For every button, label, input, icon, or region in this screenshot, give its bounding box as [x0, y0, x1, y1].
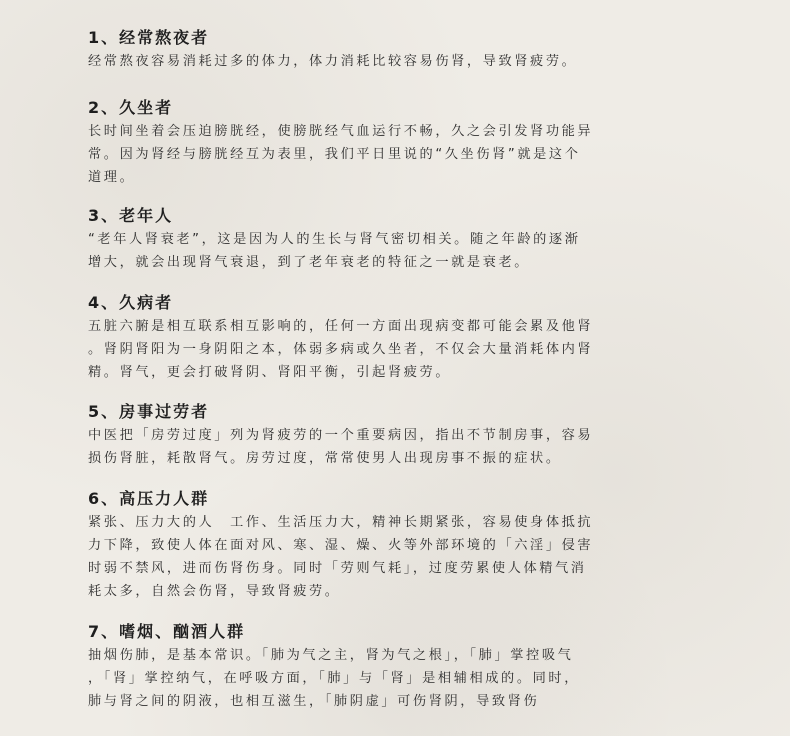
section-chronic-illness — [88, 291, 593, 384]
section-overexertion — [88, 400, 593, 470]
section-text-line: 损伤肾脏，耗散肾气。房劳过度，常常使男人出现房事不振的症状。 — [88, 451, 562, 466]
section-text-line: 耗太多，自然会伤肾，导致肾疲劳。 — [88, 584, 341, 599]
section-text-line: 五脏六腑是相互联系相互影响的，任何一方面出现病变都可能会累及他肾 — [88, 319, 594, 334]
section-late-night — [88, 26, 577, 73]
section-elderly — [88, 204, 581, 274]
section-text-line: 精。肾气，更会打破肾阴、肾阳平衡，引起肾疲劳。 — [88, 365, 452, 380]
section-smoking-drinking — [88, 620, 580, 713]
section-text-line: 时弱不禁风，进而伤肾伤身。同时「劳则气耗」，过度劳累使人体精气消 — [88, 561, 587, 576]
section-heading: 2、久坐者 — [88, 98, 174, 117]
section-text-line: 。肾阴肾阳为一身阴阳之本，体弱多病或久坐者，不仅会大量消耗体内肾 — [88, 342, 594, 357]
section-text-line: 常。因为肾经与膀胱经互为表里，我们平日里说的“久坐伤肾”就是这个 — [88, 147, 581, 162]
section-text-line: 力下降，致使人体在面对风、寒、湿、燥、火等外部环境的「六淫」侵害 — [88, 538, 594, 553]
section-heading: 1、经常熬夜者 — [88, 28, 210, 47]
section-text-line: 道理。 — [88, 170, 136, 185]
section-heading: 6、高压力人群 — [88, 489, 210, 508]
section-heading: 5、房事过劳者 — [88, 402, 210, 421]
section-heading: 4、久病者 — [88, 293, 174, 312]
section-text-line: 中医把「房劳过度」列为肾疲劳的一个重要病因，指出不节制房事，容易 — [88, 428, 594, 443]
section-text-line: 抽烟伤肺，是基本常识。「肺为气之主，肾为气之根」，「肺」掌控吸气 — [88, 648, 574, 663]
section-text-line: 紧张、压力大的人 工作、生活压力大，精神长期紧张，容易使身体抵抗 — [88, 515, 594, 530]
section-heading: 7、嗜烟、酗酒人群 — [88, 622, 246, 641]
section-text-line: 肺与肾之间的阴液，也相互滋生，「肺阴虚」可伤肾阴，导致肾伤 — [88, 694, 540, 709]
section-text-line: 长时间坐着会压迫膀胱经，使膀胱经气血运行不畅，久之会引发肾功能异 — [88, 124, 594, 139]
section-text-line: 增大，就会出现肾气衰退，到了老年衰老的特征之一就是衰老。 — [88, 255, 531, 270]
section-heading: 3、老年人 — [88, 206, 174, 225]
section-text-line: ，「肾」掌控纳气，在呼吸方面，「肺」与「肾」是相辅相成的。同时， — [88, 671, 580, 686]
section-sedentary — [88, 96, 593, 189]
section-text-line: 经常熬夜容易消耗过多的体力，体力消耗比较容易伤肾，导致肾疲劳。 — [88, 54, 578, 69]
section-text-line: “老年人肾衰老”，这是因为人的生长与肾气密切相关。随之年龄的逐渐 — [88, 232, 581, 247]
section-high-pressure — [88, 487, 593, 603]
